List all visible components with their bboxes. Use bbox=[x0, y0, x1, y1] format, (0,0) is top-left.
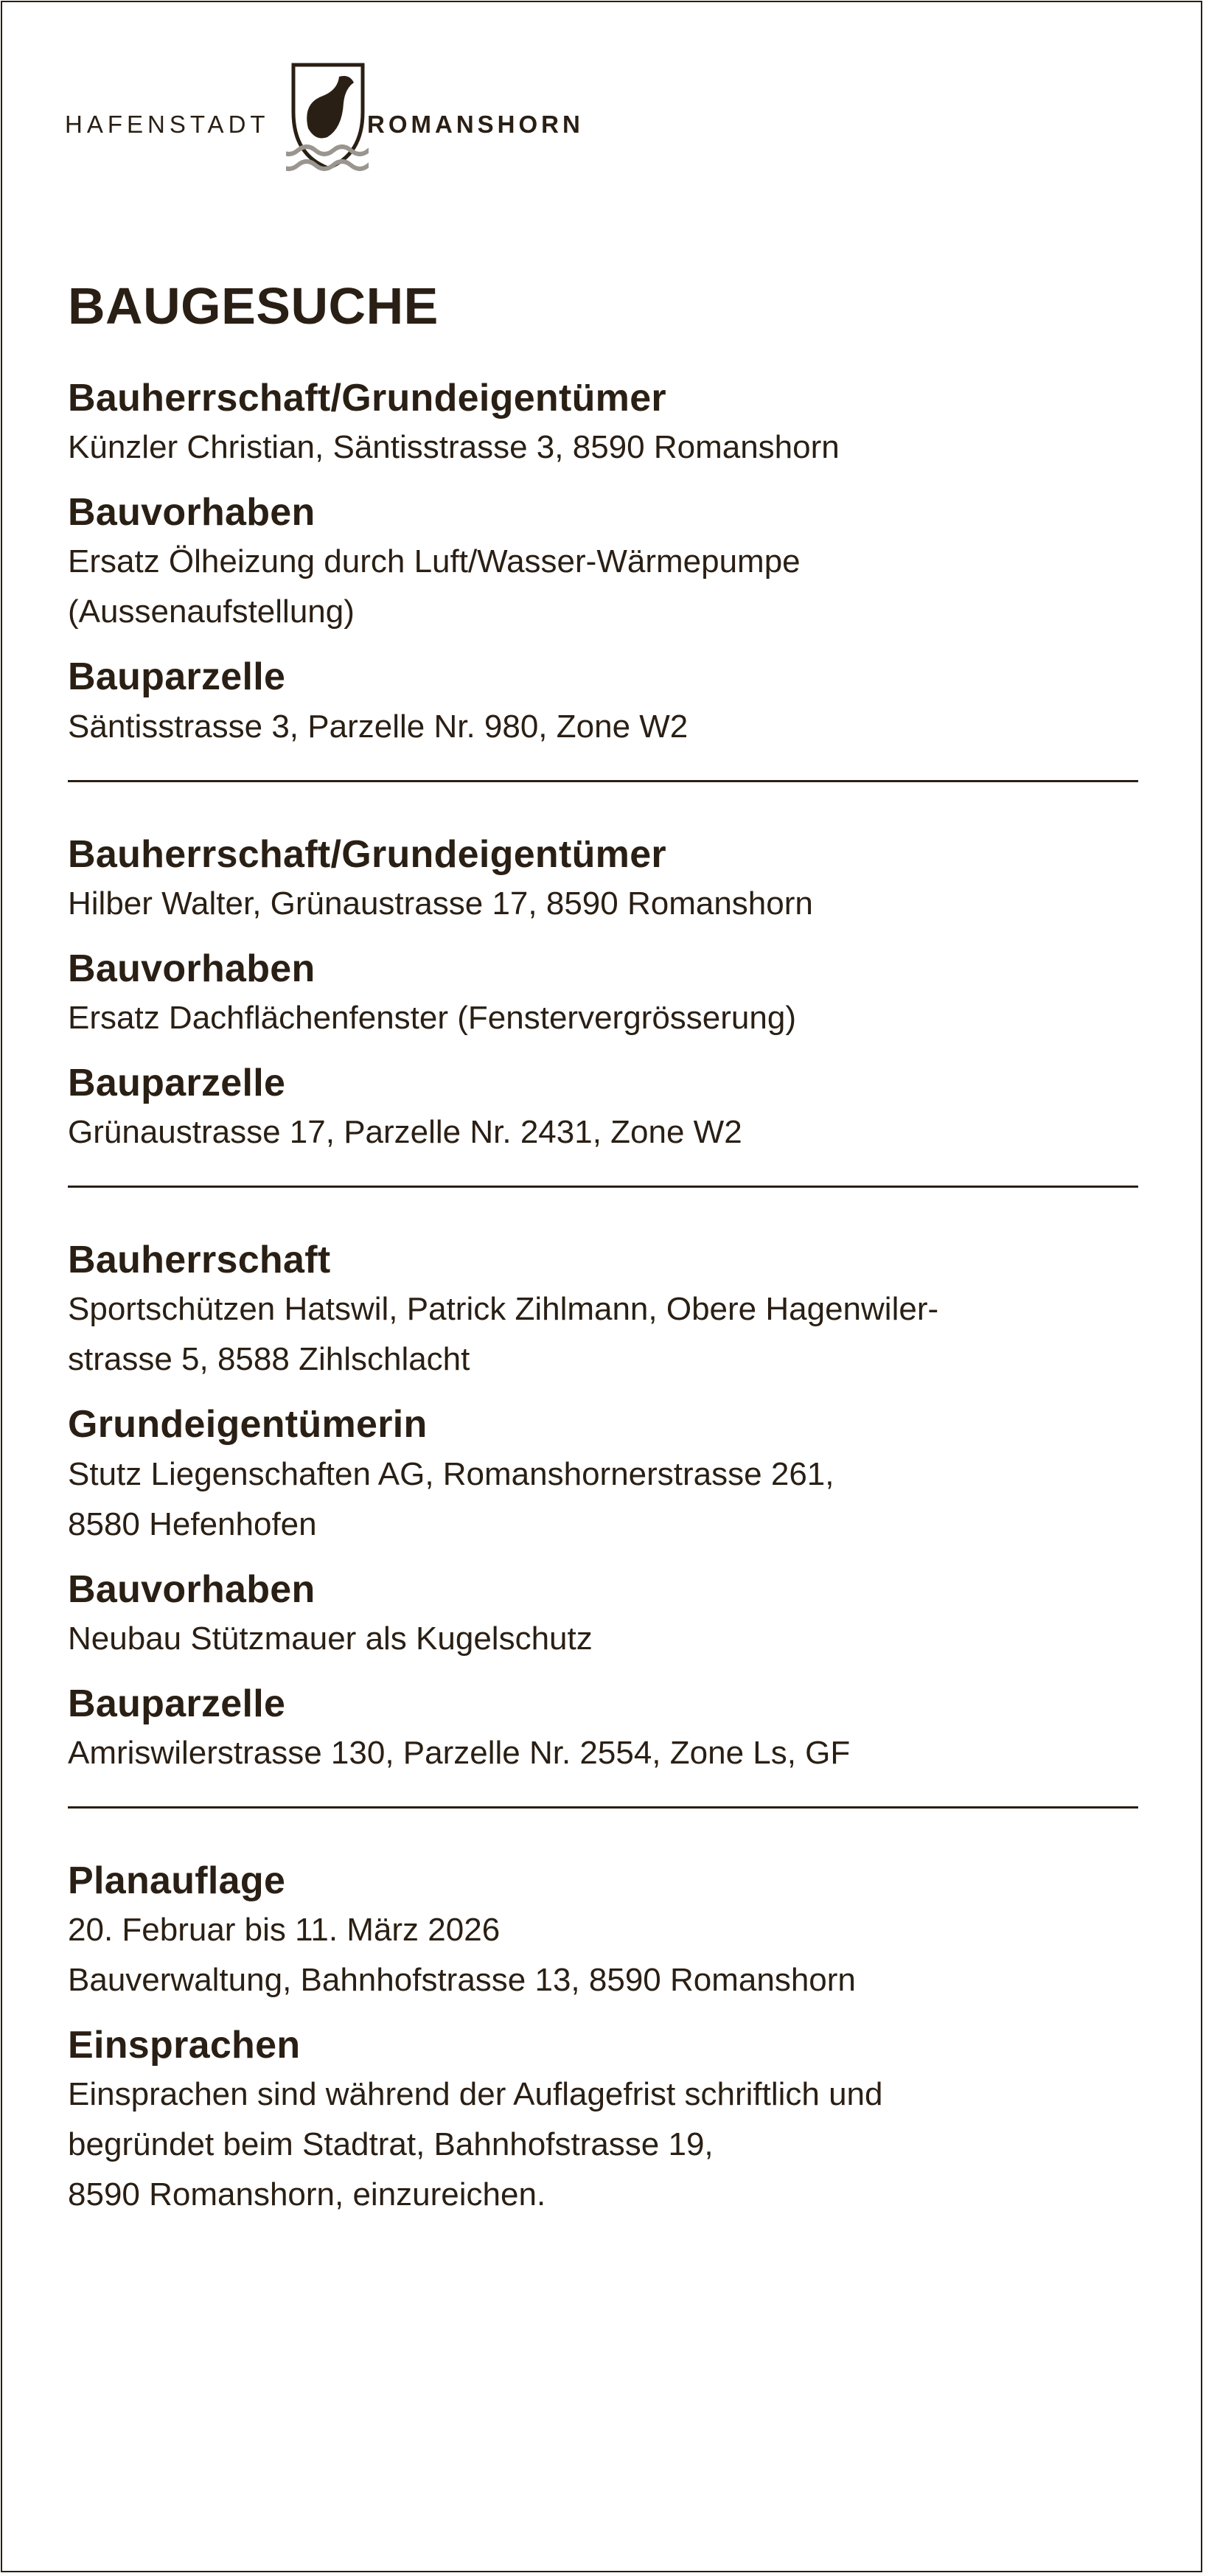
field-value: 20. Februar bis 11. März 2026 Bauverwaltung, Bahnhofstrasse 13, 8590 Romanshorn bbox=[68, 1912, 856, 1999]
field-project bbox=[68, 1569, 1138, 1664]
field-value: Stutz Liegenschaften AG, Romanshornerstrasse 261, 8580 Hefenhofen bbox=[68, 1455, 834, 1542]
field-label: Bauherrschaft/Grundeigentümer bbox=[68, 377, 666, 420]
field-label: Bauparzelle bbox=[68, 1682, 286, 1725]
field-value: Sportschützen Hatswil, Patrick Zihlmann, Obere Hagenwiler- strasse 5, 8588 Zihlschlacht bbox=[68, 1291, 939, 1378]
field-landowner bbox=[68, 1404, 1138, 1549]
application-3 bbox=[68, 1239, 1138, 1778]
field-label: Bauherrschaft bbox=[68, 1239, 331, 1282]
field-display-period bbox=[68, 1860, 1138, 2005]
application-1 bbox=[68, 377, 1138, 752]
public-display-info bbox=[68, 1860, 1138, 2220]
section-divider bbox=[68, 1186, 1138, 1188]
field-label: Bauparzelle bbox=[68, 1061, 286, 1104]
field-value: Neubau Stützmauer als Kugelschutz bbox=[68, 1620, 593, 1657]
logo-text-romanshorn: ROMANSHORN bbox=[367, 111, 584, 138]
field-project bbox=[68, 492, 1138, 637]
field-owner bbox=[68, 377, 1138, 473]
field-value: Amriswilerstrasse 130, Parzelle Nr. 2554, Zone Ls, GF bbox=[68, 1734, 851, 1771]
field-value: Ersatz Ölheizung durch Luft/Wasser-Wärmepumpe (Aussenaufstellung) bbox=[68, 543, 801, 630]
notice-content bbox=[68, 277, 1138, 2220]
field-label: Planauflage bbox=[68, 1859, 286, 1902]
field-label: Bauparzelle bbox=[68, 655, 286, 699]
field-value: Grünaustrasse 17, Parzelle Nr. 2431, Zone W2 bbox=[68, 1114, 742, 1151]
field-label: Grundeigentümerin bbox=[68, 1403, 428, 1447]
field-parcel bbox=[68, 1062, 1138, 1158]
field-parcel bbox=[68, 1683, 1138, 1778]
field-label: Einsprachen bbox=[68, 2024, 301, 2067]
field-owner bbox=[68, 834, 1138, 929]
field-project bbox=[68, 948, 1138, 1043]
field-label: Bauvorhaben bbox=[68, 947, 316, 990]
field-label: Bauvorhaben bbox=[68, 1567, 316, 1611]
application-2 bbox=[68, 834, 1138, 1158]
logo-text-hafenstadt: HAFENSTADT bbox=[65, 111, 270, 138]
field-objections bbox=[68, 2025, 1138, 2220]
field-parcel bbox=[68, 656, 1138, 751]
section-divider bbox=[68, 1806, 1138, 1809]
city-logo bbox=[65, 60, 655, 186]
crest-icon bbox=[286, 60, 369, 178]
field-value: Künzler Christian, Säntisstrasse 3, 8590 Romanshorn bbox=[68, 429, 840, 466]
field-label: Bauherrschaft/Grundeigentümer bbox=[68, 832, 666, 876]
section-divider bbox=[68, 780, 1138, 782]
field-applicant bbox=[68, 1239, 1138, 1385]
page-title: BAUGESUCHE bbox=[68, 277, 439, 335]
field-value: Hilber Walter, Grünaustrasse 17, 8590 Romanshorn bbox=[68, 885, 813, 922]
field-value: Einsprachen sind während der Auflagefrist schriftlich und begründet beim Stadtrat, Bahnhofstrasse 19, 8590 Romanshorn, einzureichen. bbox=[68, 2076, 883, 2213]
field-value: Säntisstrasse 3, Parzelle Nr. 980, Zone W2 bbox=[68, 708, 689, 745]
field-value: Ersatz Dachflächenfenster (Fenstervergrösserung) bbox=[68, 999, 796, 1036]
field-label: Bauvorhaben bbox=[68, 491, 316, 535]
